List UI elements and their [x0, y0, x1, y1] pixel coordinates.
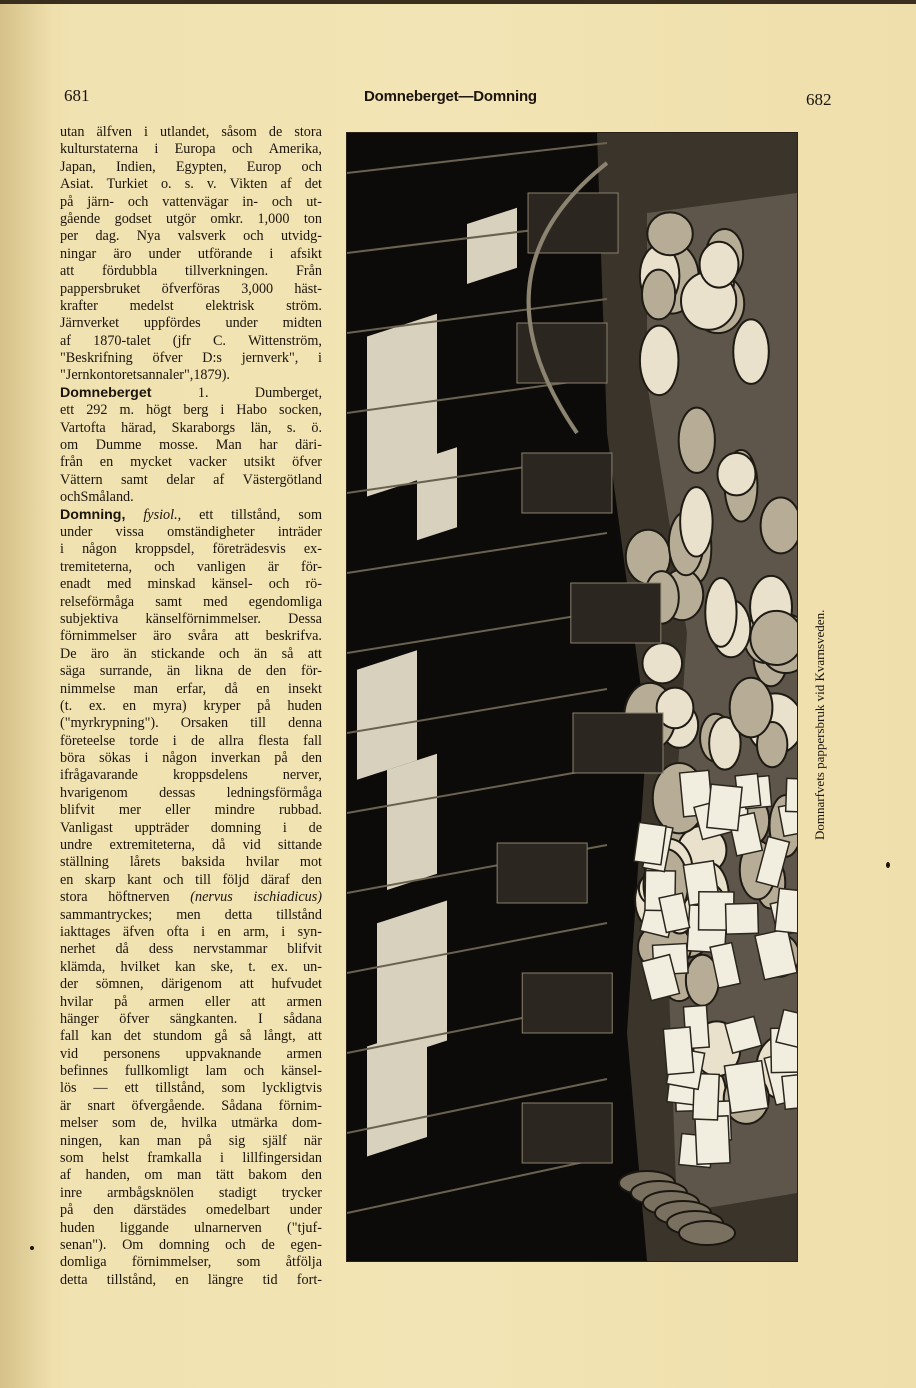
- text-line: "Beskrifning öfver D:s jernverk", i: [60, 350, 322, 367]
- text-line: företeelse torde i de allra flesta fall: [60, 732, 322, 749]
- text-line: subjektiva känselförnimmelser. Dessa: [60, 610, 322, 627]
- text-line: Vättern samt delar af Västergötland: [60, 471, 322, 488]
- text-line: blifvit mer eller mindre rubbad.: [60, 802, 322, 819]
- text-line: detta tillstånd, en längre tid fort-: [60, 1271, 322, 1288]
- paper-mill-photograph: [346, 132, 798, 1262]
- text-line: ningar äro under utförande i afsikt: [60, 245, 322, 262]
- text-line: Vanligast uppträder domning i de: [60, 819, 322, 836]
- paper-machine: [522, 453, 612, 513]
- paper-roll: [733, 319, 769, 384]
- paper-roll: [730, 678, 773, 738]
- text-line: vid personens uppvaknande armen: [60, 1045, 322, 1062]
- paper-stack: [775, 888, 797, 934]
- text-line: hänger öfver sängkanten. I sådana: [60, 1010, 322, 1027]
- text-line: befinnes fullkomligt lam och känsel-: [60, 1063, 322, 1080]
- text-line: under vissa omständigheter inträder: [60, 523, 322, 540]
- text-line: sammantryckes; men detta tillstånd: [60, 906, 322, 923]
- text-line: nerhet då dess nervstammar blifvit: [60, 941, 322, 958]
- gutter-shadow: [0, 0, 52, 1388]
- paper-stack: [695, 1116, 730, 1165]
- paper-roll: [647, 212, 692, 255]
- text-line: ställning lårets baksida hvilar mot: [60, 854, 322, 871]
- paper-roll: [717, 453, 755, 495]
- text-column: [60, 124, 322, 1289]
- text-line: per dag. Nya valsverk och utvidg-: [60, 228, 322, 245]
- paper-machine: [522, 973, 612, 1033]
- text-line: gående godset utgör omkr. 1,000 ton: [60, 210, 322, 227]
- skylight-window: [387, 754, 437, 890]
- text-line: böra sökas i någon inverkan på den: [60, 750, 322, 767]
- paper-roll: [761, 498, 797, 554]
- text-line: ifrågavarande kroppsdelens nerver,: [60, 767, 322, 784]
- paper-stack: [782, 1073, 797, 1110]
- paper-stack: [634, 822, 666, 864]
- text-line: af handen, om man tätt bakom den: [60, 1167, 322, 1184]
- paper-stack: [786, 778, 797, 812]
- text-line: säga surrande, än likna de den för-: [60, 663, 322, 680]
- text-line: krafter medelst elektrisk ström.: [60, 297, 322, 314]
- top-edge-rule: [0, 0, 916, 4]
- text-line: ("myrkrypning"). Orsaken till denna: [60, 715, 322, 732]
- text-line: från en mycket vacker utsikt öfver: [60, 454, 322, 471]
- paper-stack: [724, 1061, 768, 1113]
- paper-roll: [705, 578, 736, 647]
- text-line: en skarp kant och till följd däraf den: [60, 871, 322, 888]
- running-header: Domneberget—Domning: [364, 88, 537, 105]
- text-line: pappersbruket öfverföras 3,000 häst-: [60, 280, 322, 297]
- ink-speck: [30, 1246, 34, 1250]
- skylight-window: [357, 650, 417, 779]
- skylight-window: [417, 447, 457, 540]
- text-line: på järn- och vattenvägar in- och ut-: [60, 193, 322, 210]
- text-line: Asiat. Turkiet o. s. v. Vikten af det: [60, 176, 322, 193]
- photo-caption: Domnarfvets pappersbruk vid Kvarnsveden.: [812, 609, 827, 840]
- text-line: Domning, fysiol., ett tillstånd, som: [60, 506, 322, 523]
- text-line: iakttages äfven ofta i en arm, i syn-: [60, 923, 322, 940]
- text-line: der sömnen, därigenom att hufvudet: [60, 976, 322, 993]
- text-line: tremiteterna, och vanligen är för-: [60, 558, 322, 575]
- text-line: Domneberget 1. Dumberget,: [60, 384, 322, 401]
- text-line: enadt med minskad känsel- och rö-: [60, 576, 322, 593]
- paper-stack: [707, 784, 742, 830]
- text-line: melser som de, hvilka utmärka dom-: [60, 1115, 322, 1132]
- text-line: domliga förnimmelser, som åtfölja: [60, 1254, 322, 1271]
- text-line: huden liggande ulnarnerven ("tjuf-: [60, 1219, 322, 1236]
- paper-roll: [642, 270, 675, 320]
- text-line: senan"). Om domning och de egen-: [60, 1237, 322, 1253]
- paper-roll: [700, 242, 739, 288]
- text-line: hvilar på armen eller att armen: [60, 993, 322, 1010]
- text-line: inre armbågsknölen stadigt trycker: [60, 1184, 322, 1201]
- ink-speck: [886, 862, 890, 868]
- text-line: på den därstädes omedelbart under: [60, 1202, 322, 1219]
- text-line: stora höftnerven (nervus ischiadicus): [60, 889, 322, 906]
- paper-roll: [680, 487, 712, 556]
- paper-stack: [726, 903, 759, 934]
- text-line: undre extremiteterna, då vid sittande: [60, 837, 322, 854]
- paper-roll: [679, 408, 715, 473]
- text-line: är snart öfvergående. Sådana förnim-: [60, 1097, 322, 1114]
- paper-machine: [571, 583, 661, 643]
- text-line: hvarigenom dessas ledningsförmåga: [60, 784, 322, 801]
- text-line: ningen, kan man på sig själf när: [60, 1132, 322, 1149]
- text-line: som helst framkalla i lillfingersidan: [60, 1150, 322, 1167]
- text-line: och Småland.: [60, 489, 134, 506]
- text-line: Järnverket uppfördes under midten: [60, 315, 322, 332]
- text-line: utan älfven i utlandet, såsom de stora: [60, 124, 322, 140]
- text-line: i någon kroppsdel, företrädesvis ex-: [60, 541, 322, 558]
- text-line: relseförmåga samt med egendomliga: [60, 593, 322, 610]
- paper-machine: [497, 843, 587, 903]
- text-line: "Jernkontorets annaler", 1879).: [60, 367, 230, 384]
- paper-roll: [679, 1221, 735, 1245]
- text-line: af 1870-talet (jfr C. Wittenström,: [60, 332, 322, 349]
- text-line: förnimmelser äro svåra att beskrifva.: [60, 628, 322, 645]
- text-line: om Dumme mosse. Man har däri-: [60, 437, 322, 454]
- text-line: att fördubbla tillverkningen. Från: [60, 263, 322, 280]
- paper-machine: [522, 1103, 612, 1163]
- paper-roll: [640, 326, 679, 396]
- text-line: fall kan det stundom gå så långt, att: [60, 1028, 322, 1045]
- paper-stack: [663, 1027, 693, 1075]
- text-line: kulturstaterna i Europa och Amerika,: [60, 141, 322, 158]
- text-line: De äro än stickande och än så att: [60, 645, 322, 662]
- paper-machine: [573, 713, 663, 773]
- page-number-left: 681: [64, 86, 90, 105]
- paper-roll: [750, 611, 797, 665]
- text-line: lös — ett tillstånd, som lyckligtvis: [60, 1080, 322, 1097]
- text-line: (t. ex. en myra) kryper på huden: [60, 697, 322, 714]
- page-number-right: 682: [806, 90, 832, 109]
- text-line: klämda, hvilket kan ske, t. ex. un-: [60, 958, 322, 975]
- text-line: Japan, Indien, Egypten, Europ och: [60, 158, 322, 175]
- text-line: Vartofta härad, Skaraborgs län, s. ö.: [60, 419, 322, 436]
- photo-illustration: [347, 133, 797, 1261]
- paper-roll: [642, 643, 682, 683]
- text-line: ett 292 m. högt berg i Habo socken,: [60, 402, 322, 419]
- text-line: nimmelse man erfar, då en insekt: [60, 680, 322, 697]
